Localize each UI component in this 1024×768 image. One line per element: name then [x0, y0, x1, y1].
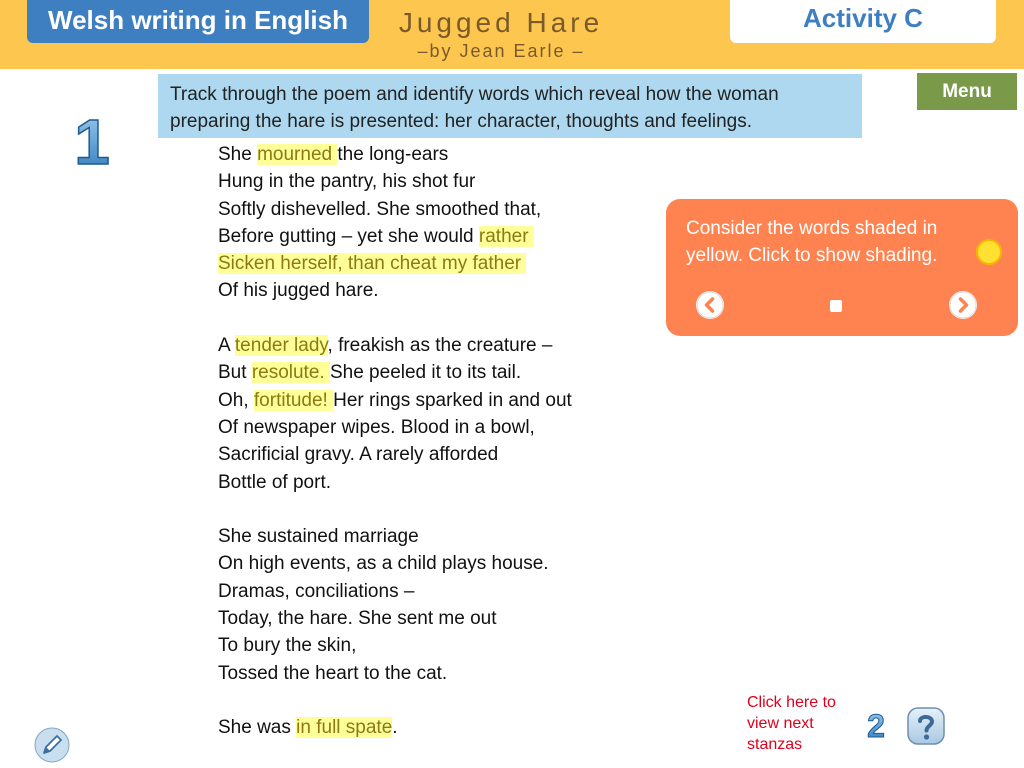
poem-text-segment: Hung in the pantry, his shot fur — [218, 171, 476, 193]
highlighted-phrase: mourned — [257, 144, 338, 165]
poem-text-segment: . — [392, 717, 398, 739]
poem-text-segment: She peeled it to its tail. — [329, 362, 522, 384]
poem-line — [218, 305, 658, 332]
poem-title: Jugged Hare — [398, 7, 604, 38]
shading-panel — [666, 199, 1018, 336]
poem-line — [218, 523, 658, 550]
poem-text-segment: Dramas, conciliations – — [218, 580, 415, 602]
highlighted-phrase: resolute. — [251, 362, 330, 384]
next-stanza-number-button[interactable] — [863, 709, 889, 741]
chevron-right-icon — [949, 291, 977, 319]
poem-line — [218, 168, 658, 195]
chevron-left-icon — [696, 291, 724, 319]
poem-line — [218, 687, 658, 714]
next-button[interactable] — [949, 291, 977, 319]
poem-text — [218, 141, 658, 742]
stop-square-icon — [830, 300, 842, 312]
poem-line — [218, 469, 658, 496]
poem-text-segment: Tossed the heart to the cat. — [218, 662, 448, 684]
poem-text-segment: , freakish as the creature – — [327, 335, 553, 357]
poem-text-segment: But — [218, 362, 252, 384]
poem-text-segment: To bury the skin, — [218, 635, 357, 657]
help-icon[interactable] — [906, 706, 946, 746]
poem-line — [218, 714, 658, 741]
poem-text-segment: Before gutting – yet she would — [218, 225, 479, 247]
next-stanza-number: 2 — [867, 709, 885, 741]
pencil-icon[interactable] — [34, 727, 70, 763]
poem-line — [218, 359, 658, 386]
poem-line — [218, 632, 658, 659]
highlighted-phrase: in full spate — [296, 717, 393, 739]
highlighted-phrase: rather — [478, 225, 534, 247]
poem-text-segment: She sustained marriage — [218, 526, 419, 548]
highlighted-phrase: tender lady — [234, 335, 328, 357]
poem-text-segment: Her rings sparked in and out — [333, 389, 572, 411]
previous-button[interactable] — [696, 291, 724, 319]
poem-line — [218, 196, 658, 223]
poem-line — [218, 223, 658, 250]
activity-label: Activity C — [730, 0, 996, 43]
menu-button[interactable]: Menu — [917, 73, 1017, 110]
poem-line — [218, 441, 658, 468]
highlighted-phrase: Sicken herself, than cheat my father — [218, 253, 527, 275]
poem-line — [218, 496, 658, 523]
poem-line — [218, 660, 658, 687]
poem-line — [218, 141, 658, 168]
poem-text-segment: Softly dishevelled. She smoothed that, — [218, 198, 542, 220]
poem-line — [218, 277, 658, 304]
poem-line — [218, 414, 658, 441]
shading-instruction: Consider the words shaded in yellow. Click to show shading. — [686, 218, 938, 266]
poem-author: –by Jean Earle – — [417, 41, 585, 61]
poem-text-segment: the long-ears — [337, 144, 449, 165]
poem-line — [218, 578, 658, 605]
poem-line — [218, 332, 658, 359]
header-bar — [0, 0, 1024, 69]
highlighted-phrase: fortitude! — [253, 389, 334, 411]
poem-text-segment: A — [218, 335, 235, 357]
poem-line — [218, 250, 658, 277]
poem-text-segment: Of his jugged hare. — [218, 280, 379, 302]
instruction-box: Track through the poem and identify words which reveal how the woman preparing the hare is presented: her character, thoughts and feelings. — [158, 74, 862, 138]
poem-text-segment: Bottle of port. — [218, 471, 332, 493]
section-label: Welsh writing in English — [27, 0, 369, 43]
poem-line — [218, 387, 658, 414]
poem-text-segment: Oh, — [218, 389, 254, 411]
poem-text-segment: She — [218, 144, 258, 165]
stanza-number-icon — [70, 106, 114, 176]
show-shading-button[interactable] — [976, 239, 1002, 265]
poem-text-segment: Today, the hare. She sent me out — [218, 608, 497, 630]
next-stanzas-link[interactable]: Click here to view next stanzas — [747, 694, 836, 753]
poem-text-segment: Of newspaper wipes. Blood in a bowl, — [218, 416, 535, 438]
poem-text-segment: She was — [218, 717, 297, 739]
stanza-number: 1 — [74, 106, 110, 176]
poem-text-segment: On high events, as a child plays house. — [218, 553, 549, 575]
poem-text-segment: Sacrificial gravy. A rarely afforded — [218, 444, 499, 466]
poem-line — [218, 550, 658, 577]
poem-line — [218, 605, 658, 632]
